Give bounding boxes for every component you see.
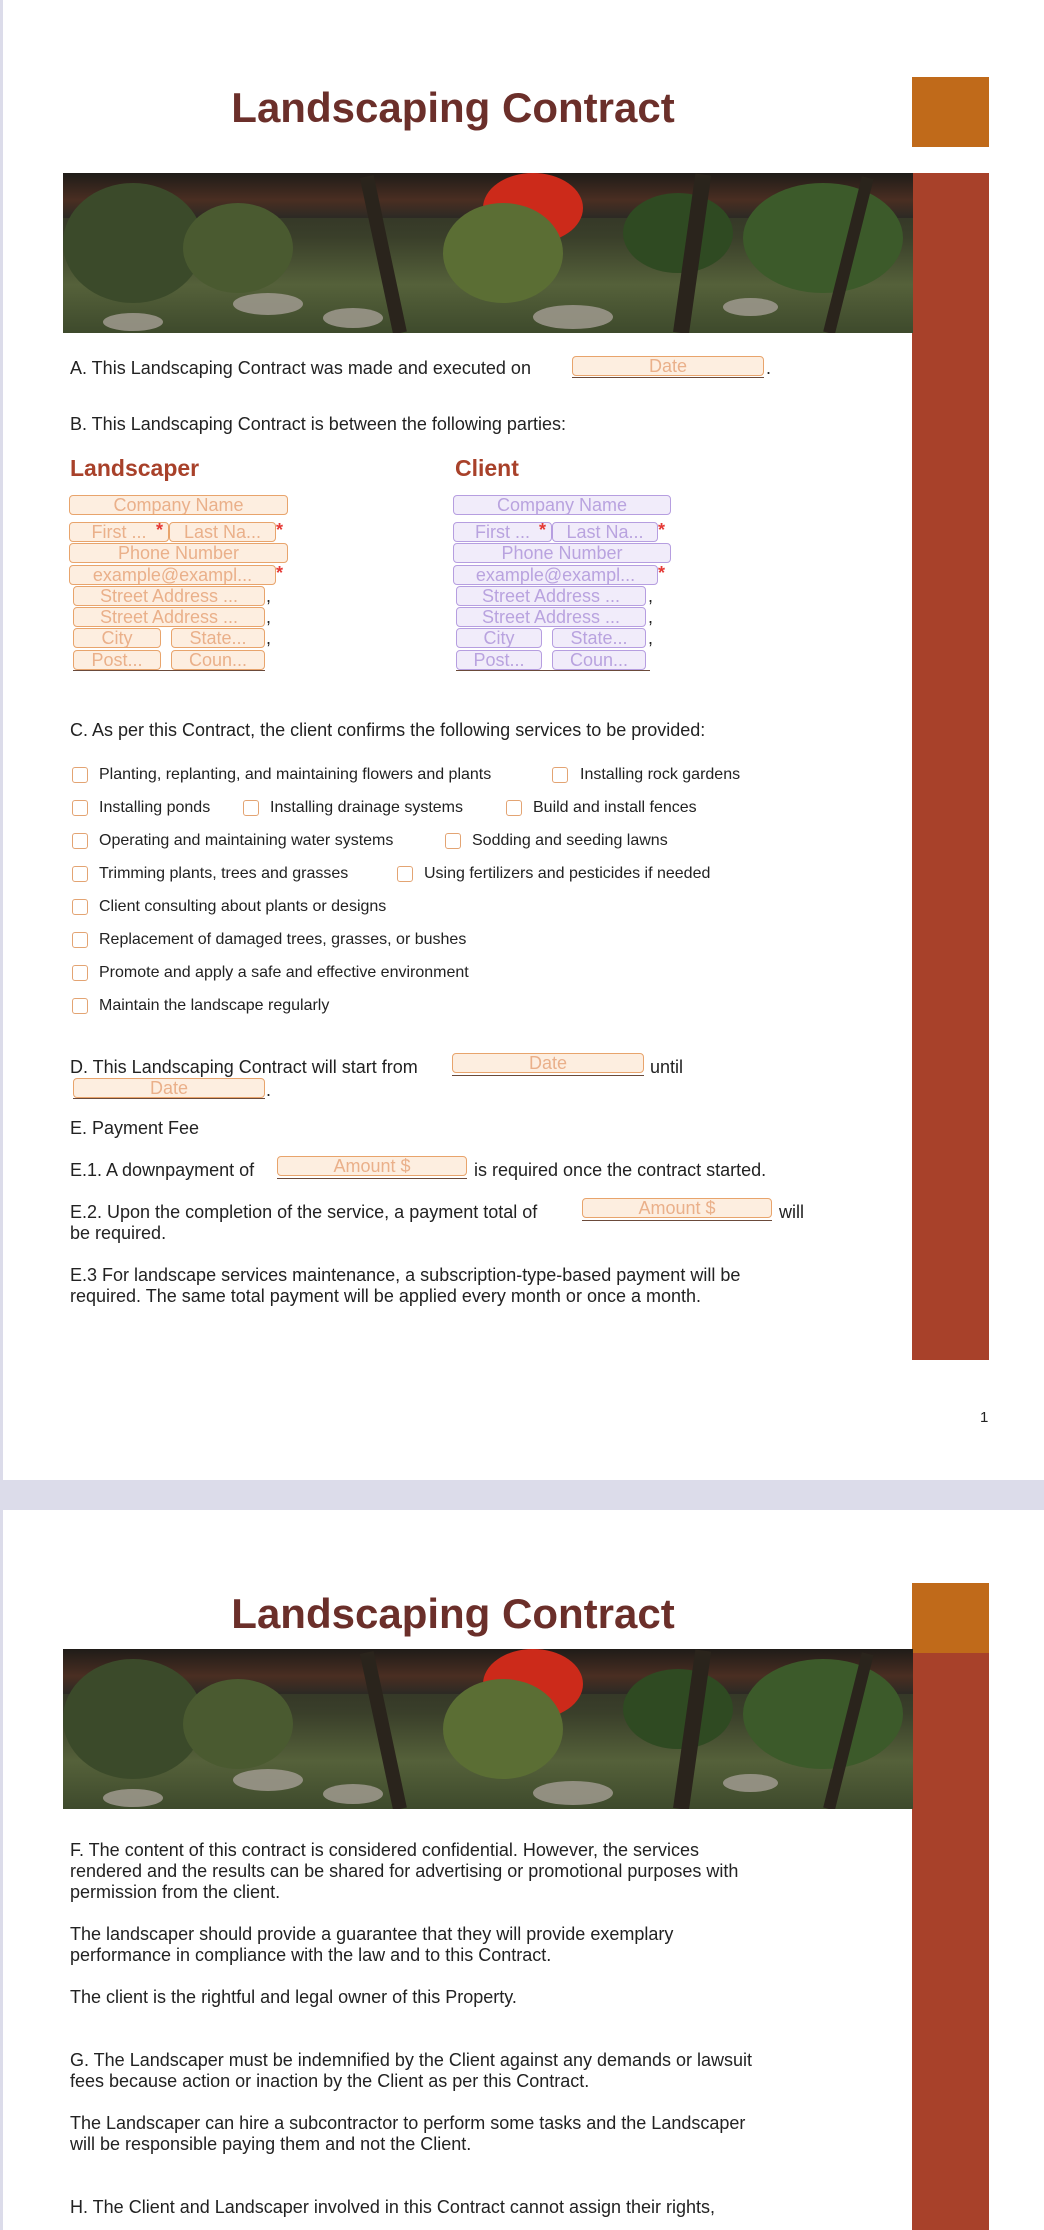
landscaper-country-field[interactable]: Coun... <box>171 650 265 670</box>
section-c-text: C. As per this Contract, the client confirms the following services to be provided: <box>70 720 706 740</box>
field-underline <box>452 1075 644 1076</box>
landscaper-first-name-field[interactable]: First ... <box>69 522 169 542</box>
comma: , <box>648 628 654 648</box>
accent-bar-side <box>912 173 989 1360</box>
field-underline <box>572 377 764 378</box>
total-payment-amount-field[interactable]: Amount $ <box>582 1198 772 1218</box>
service-label: Maintain the landscape regularly <box>99 997 330 1014</box>
period: . <box>766 358 772 378</box>
downpayment-amount-field[interactable]: Amount $ <box>277 1156 467 1176</box>
comma: , <box>648 607 654 627</box>
client-country-field[interactable]: Coun... <box>552 650 646 670</box>
service-label: Planting, replanting, and maintaining flowers and plants <box>99 766 492 783</box>
service-checkbox[interactable] <box>72 998 88 1014</box>
section-h-line1: H. The Client and Landscaper involved in this Contract cannot assign their rights, <box>70 2197 716 2217</box>
field-underline <box>456 670 650 671</box>
landscaper-email-field[interactable]: example@exampl... <box>69 565 276 585</box>
end-date-field[interactable]: Date <box>73 1078 265 1098</box>
client-city-field[interactable]: City <box>456 628 542 648</box>
client-email-field[interactable]: example@exampl... <box>453 565 658 585</box>
landscaper-state-field[interactable]: State... <box>171 628 265 648</box>
service-checkbox[interactable] <box>72 800 88 816</box>
contract-page-2 <box>3 1510 1044 2230</box>
garden-banner-image <box>63 173 913 333</box>
e1-text: E.1. A downpayment of <box>70 1160 255 1180</box>
required-asterisk: * <box>658 563 666 583</box>
section-a-text: A. This Landscaping Contract was made and executed on <box>70 358 531 378</box>
contract-date-field[interactable]: Date <box>572 356 764 376</box>
contract-page-1 <box>3 0 1044 1480</box>
service-label: Installing drainage systems <box>270 799 463 816</box>
landscaper-last-name-field[interactable]: Last Na... <box>169 522 276 542</box>
subcontractor-line1: The Landscaper can hire a subcontractor to perform some tasks and the Landscaper <box>70 2113 746 2133</box>
e1-text-end: is required once the contract started. <box>474 1160 767 1180</box>
service-checkbox[interactable] <box>506 800 522 816</box>
service-checkbox[interactable] <box>72 932 88 948</box>
landscaper-heading: Landscaper <box>70 455 200 481</box>
client-state-field[interactable]: State... <box>552 628 646 648</box>
field-underline <box>277 1178 467 1179</box>
page-title: Landscaping Contract <box>231 84 675 131</box>
e2-text-will: will <box>779 1202 804 1222</box>
guarantee-line1: The landscaper should provide a guarantee that they will provide exemplary <box>70 1924 674 1944</box>
e2-text-end: be required. <box>70 1223 167 1243</box>
client-street1-field[interactable]: Street Address ... <box>456 586 646 606</box>
comma: , <box>648 586 654 606</box>
service-checkbox[interactable] <box>445 833 461 849</box>
service-checkbox[interactable] <box>72 833 88 849</box>
owner-text: The client is the rightful and legal owner of this Property. <box>70 1987 517 2007</box>
client-street2-field[interactable]: Street Address ... <box>456 607 646 627</box>
required-asterisk: * <box>658 520 666 540</box>
required-asterisk: * <box>276 563 284 583</box>
service-label: Using fertilizers and pesticides if needed <box>424 865 711 882</box>
accent-bar-top <box>912 77 989 147</box>
section-b-text: B. This Landscaping Contract is between the following parties: <box>70 414 566 434</box>
landscaper-postal-field[interactable]: Post... <box>73 650 161 670</box>
required-asterisk: * <box>156 520 164 540</box>
until-text: until <box>650 1057 684 1077</box>
section-g-line1: G. The Landscaper must be indemnified by the Client against any demands or lawsuit <box>70 2050 753 2070</box>
service-checkbox[interactable] <box>397 866 413 882</box>
service-checkbox[interactable] <box>72 899 88 915</box>
landscaper-street1-field[interactable]: Street Address ... <box>73 586 265 606</box>
service-label: Installing rock gardens <box>580 766 741 783</box>
service-label: Trimming plants, trees and grasses <box>99 865 349 882</box>
accent-bar-top <box>912 1583 989 1653</box>
page-title: Landscaping Contract <box>231 1590 675 1637</box>
client-first-name-field[interactable]: First ... <box>453 522 552 542</box>
section-f-line3: permission from the client. <box>70 1882 281 1902</box>
comma: , <box>266 586 272 606</box>
period: . <box>266 1080 272 1100</box>
field-underline <box>582 1220 772 1221</box>
service-label: Promote and apply a safe and effective environment <box>99 964 469 981</box>
service-checkbox[interactable] <box>72 965 88 981</box>
section-f-line1: F. The content of this contract is considered confidential. However, the services <box>70 1840 699 1860</box>
garden-banner-image <box>63 1649 913 1809</box>
section-d-text: D. This Landscaping Contract will start from <box>70 1057 418 1077</box>
service-label: Operating and maintaining water systems <box>99 832 394 849</box>
service-checkbox[interactable] <box>243 800 259 816</box>
landscaper-phone-field[interactable]: Phone Number <box>69 543 288 563</box>
service-checkbox[interactable] <box>72 767 88 783</box>
section-f-line2: rendered and the results can be shared for advertising or promotional purposes with <box>70 1861 739 1881</box>
subcontractor-line2: will be responsible paying them and not the Client. <box>70 2134 472 2154</box>
service-checkbox[interactable] <box>72 866 88 882</box>
landscaper-street2-field[interactable]: Street Address ... <box>73 607 265 627</box>
service-label: Client consulting about plants or designs <box>99 898 387 915</box>
client-phone-field[interactable]: Phone Number <box>453 543 671 563</box>
service-label: Installing ponds <box>99 799 211 816</box>
e2-text: E.2. Upon the completion of the service, a payment total of <box>70 1202 538 1222</box>
service-label: Replacement of damaged trees, grasses, or bushes <box>99 931 467 948</box>
section-g-line2: fees because action or inaction by the Client as per this Contract. <box>70 2071 590 2091</box>
guarantee-line2: performance in compliance with the law and to this Contract. <box>70 1945 552 1965</box>
e3-text-line1: E.3 For landscape services maintenance, a subscription-type-based payment will be <box>70 1265 741 1285</box>
service-label: Build and install fences <box>533 799 697 816</box>
field-underline <box>73 670 265 671</box>
comma: , <box>266 628 272 648</box>
required-asterisk: * <box>539 520 547 540</box>
section-e-title: E. Payment Fee <box>70 1118 200 1138</box>
page-number: 1 <box>980 1409 989 1426</box>
client-postal-field[interactable]: Post... <box>456 650 542 670</box>
field-underline <box>73 1098 265 1099</box>
client-heading: Client <box>455 455 519 481</box>
start-date-field[interactable]: Date <box>452 1053 644 1073</box>
client-last-name-field[interactable]: Last Na... <box>552 522 658 542</box>
accent-bar-side <box>912 1653 989 2230</box>
comma: , <box>266 607 272 627</box>
service-label: Sodding and seeding lawns <box>472 832 668 849</box>
landscaper-city-field[interactable]: City <box>73 628 161 648</box>
required-asterisk: * <box>276 520 284 540</box>
client-company-field[interactable]: Company Name <box>453 495 671 515</box>
service-checkbox[interactable] <box>552 767 568 783</box>
e3-text-line2: required. The same total payment will be applied every month or once a month. <box>70 1286 702 1306</box>
landscaper-company-field[interactable]: Company Name <box>69 495 288 515</box>
